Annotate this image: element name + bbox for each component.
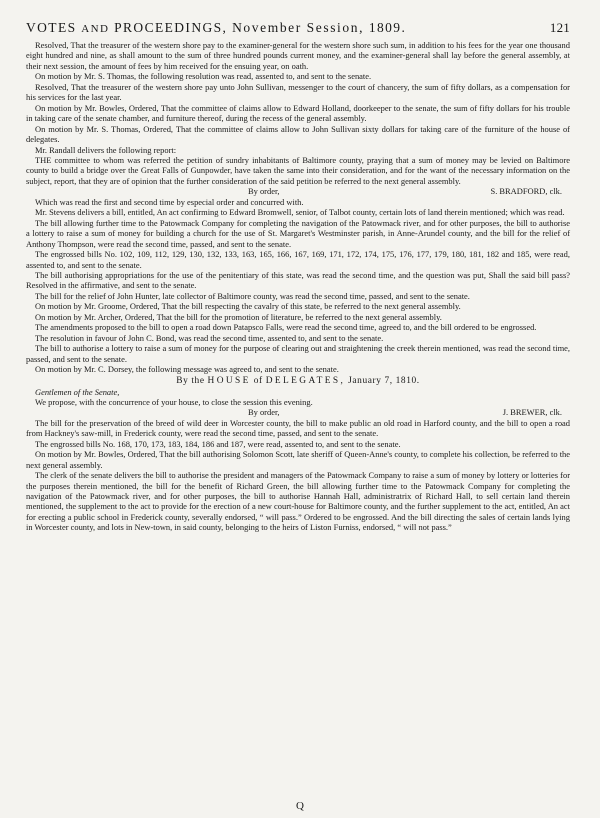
house-banner: [26, 375, 570, 387]
signature-mark: Q: [296, 800, 304, 812]
paragraph: On motion by Mr. Bowles, Ordered, That the committee of claims allow to Edward Holland, doorkeeper to the senate, the sum of fifty dollars for his trouble in taking care of the senate chamber, and furniture thereof, during the recess of the general assembly.: [26, 102, 570, 124]
document-body: [26, 40, 570, 533]
banner-delegates: DELEGATES,: [265, 375, 346, 386]
running-title: [26, 20, 406, 36]
banner-date: January 7, 1810.: [348, 375, 420, 386]
paragraph: THE committee to whom was referred the petition of sundry inhabitants of Baltimore county, praying that a sum of money may be levied on Baltimore county to build a bridge over the Great Falls of Gunpowder, have taken the same into their consideration, and for the want of the necessary information on the subject, report, that they are of opinion that the further consideration of the said petition be referred to the next general assembly.: [26, 154, 570, 186]
paragraph: The engrossed bills No. 168, 170, 173, 183, 184, 186 and 187, were read, assented to, and sent to the senate.: [35, 438, 401, 449]
banner-house: HOUSE: [207, 375, 251, 386]
paragraph: On motion by Mr. C. Dorsey, the following message was agreed to, and sent to the senate.: [35, 364, 339, 375]
by-order-label: By order,: [248, 407, 280, 418]
paragraph: The bill for the preservation of the breed of wild deer in Worcester county, the bill to make public an old road in Harford county, and the bill to open a road from Hackney's saw-mill, in Frederick county, were read the second time, passed, and sent to the senate.: [26, 417, 570, 439]
paragraph: Resolved, That the treasurer of the western shore pay unto John Sullivan, messenger to the court of chancery, the sum of fifty dollars, as a compensation for his services for the last year.: [26, 81, 570, 103]
signature-block-brewer: [26, 407, 570, 417]
title-word-november: November: [232, 20, 302, 35]
title-word-proceedings: PROCEEDINGS,: [114, 20, 228, 35]
paragraph: On motion by Mr. Archer, Ordered, That the bill for the promotion of literature, be referred to the next general assembly.: [35, 311, 442, 322]
page-header: [26, 20, 570, 36]
paragraph: Mr. Stevens delivers a bill, entitled, An act confirming to Edward Bromwell, senior, of Talbot county, certain lots of land therein mentioned; which was read.: [35, 207, 565, 218]
salutation: Gentlemen of the Senate,: [35, 386, 120, 397]
banner-of: of: [253, 375, 263, 386]
paragraph: The engrossed bills No. 102, 109, 112, 129, 130, 132, 133, 163, 165, 166, 167, 169, 171, 172, 174, 175, 176, 177, 179, 180, 181, 182 and 185, were read, assented to, and sent to the senate.: [26, 249, 570, 270]
clerk-signature: S. BRADFORD, clk.: [490, 186, 562, 197]
paragraph: The bill for the relief of John Hunter, late collector of Baltimore county, was read the second time, passed, and sent to the senate.: [35, 290, 470, 301]
clerk-signature: J. BREWER, clk.: [502, 407, 562, 418]
paragraph: On motion by Mr. S. Thomas, Ordered, That the committee of claims allow to John Sullivan sixty dollars for taking care of the furniture of the house of delegates.: [26, 123, 570, 145]
page-number: 121: [549, 20, 570, 35]
paragraph: On motion by Mr. S. Thomas, the following resolution was read, assented to, and sent to the senate.: [35, 71, 372, 82]
paragraph: The amendments proposed to the bill to open a road down Patapsco Falls, were read the second time, agreed to, and the bill ordered to be engrossed.: [35, 322, 537, 333]
paragraph: Which was read the first and second time by especial order and concurred with.: [35, 196, 304, 207]
signature-block-bradford: [26, 186, 570, 196]
title-word-session: Session,: [306, 20, 365, 35]
paragraph: The clerk of the senate delivers the bill to authorise the president and managers of the Patowmack Company to raise a sum of money by lottery or lotteries for the purposes therein mentioned, the bill for the benefit of Richard Green, the bill allowing further time to the Patowmack Company for completing the navigation of the Patowmack river, and for other purposes, the bill to authorise Hannah Hall, administratrix of Richard Hall, to sell certain land therein mentioned, the supplement to the act to provide for the erection of a new court-house for Baltimore county, and the further supplement to the act, entitled, An act for erecting a public school in Frederick county, severally endorsed, “ will pass.” Ordered to be engrossed. And the bill directing the sales of certain lands lying in Worcester county, and lots in New-town, in said county, belonging to the heirs of Liston Furniss, endorsed, “ will not pass.”: [26, 470, 570, 533]
paragraph: The bill allowing further time to the Patowmack Company for completing the navigation of the Patowmack river, and for other purposes, the bill to authorise a lottery to raise a sum of money for building a church for the use of St. Margaret's Westminster parish, in Anne-Arundel county, and the bill for the relief of Anthony Thompson, were read the second time, passed, and sent to the senate.: [26, 217, 570, 249]
by-order-label: By order,: [248, 186, 280, 197]
paragraph: On motion by Mr. Groome, Ordered, That the bill respecting the cavalry of this state, be referred to the next general assembly.: [35, 301, 461, 312]
banner-by: By the: [176, 375, 205, 386]
title-word-votes: VOTES: [26, 20, 77, 35]
title-word-and: AND: [81, 23, 110, 35]
paragraph: Resolved, That the treasurer of the western shore pay to the examiner-general for the western shore such sum, in addition to his fees for the year one thousand eight hundred and nine, as shall amount to the sum of three hundred pounds current money, and the examiner-general shall lay before the general assembly, at their next session, the amount of fees by him received for the ensuing year, on oath.: [26, 40, 570, 71]
paragraph: The bill to authorise a lottery to raise a sum of money for the purpose of clearing out and straightening the creek therein mentioned, was read the second time, passed, and sent to the senate.: [26, 343, 570, 364]
paragraph: The bill authorising appropriations for the use of the penitentiary of this state, was read the second time, and the question was put, Shall the said bill pass? Resolved in the affirmative, and sent to the senate.: [26, 269, 570, 291]
paragraph: The resolution in favour of John C. Bond, was read the second time, assented to, and sent to the senate.: [35, 332, 384, 343]
title-year: 1809.: [368, 20, 407, 35]
paragraph: On motion by Mr. Bowles, Ordered, That the bill authorising Solomon Scott, late sheriff of Queen-Anne's county, to complete his collection, be referred to the next general assembly.: [26, 449, 570, 470]
paragraph: We propose, with the concurrence of your house, to close the session this evening.: [35, 396, 313, 407]
paragraph: Mr. Randall delivers the following report:: [35, 144, 177, 155]
